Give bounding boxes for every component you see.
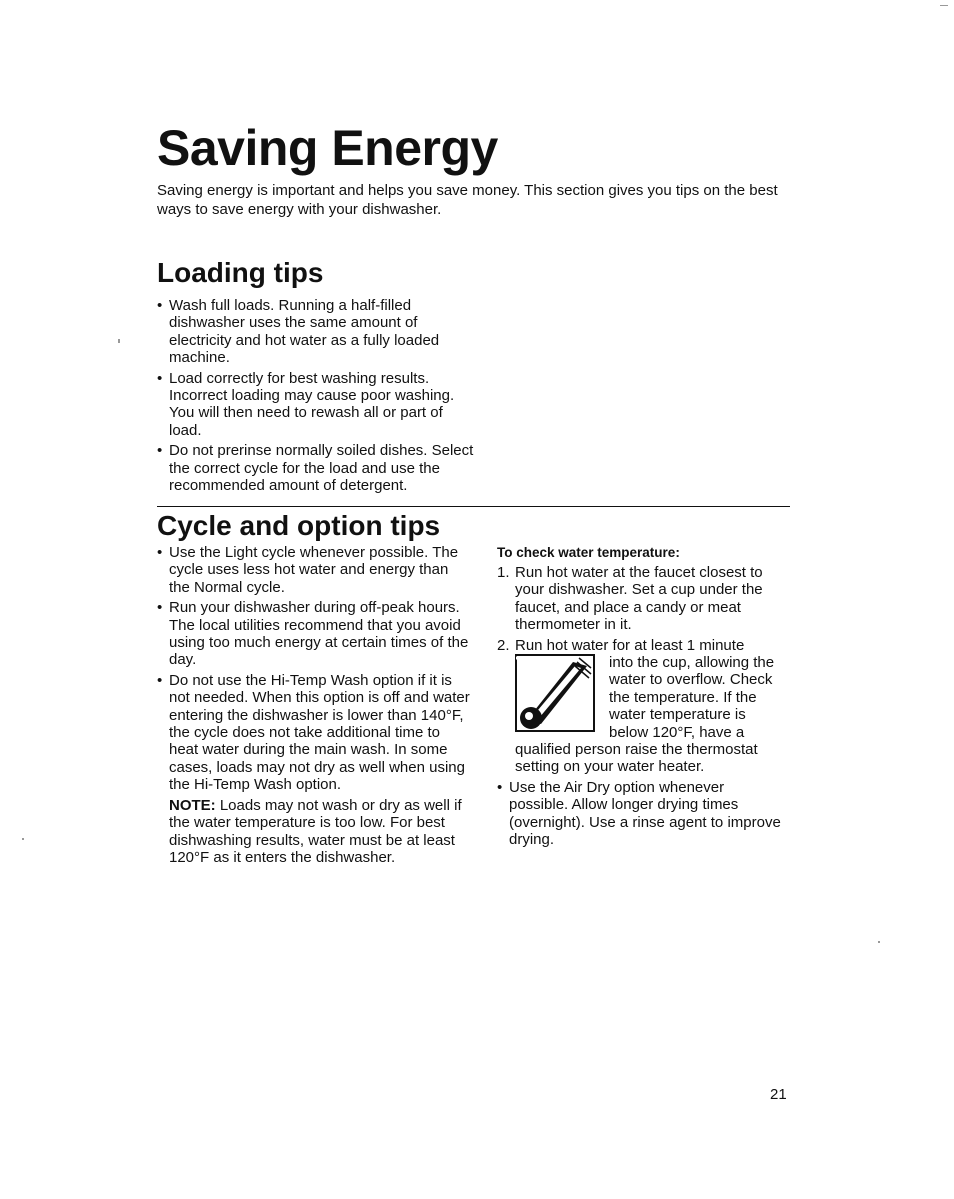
- list-item-text: Do not use the Hi-Temp Wash option if it is not needed. When this option is off and water entering the dishwasher is lower than 140°F, the cycle does not take additional time to heat water during the main wash. In some cases, loads may not dry as well when using the Hi-Temp Wash option.: [169, 671, 470, 794]
- note-paragraph: [169, 797, 472, 867]
- page-title: Saving Energy: [157, 120, 498, 176]
- list-item-text: Load correctly for best washing results. Incorrect loading may cause poor washing. You will then need to rewash all or part of load.: [169, 369, 455, 439]
- list-item-text: Do not prerinse normally soiled dishes. Select the correct cycle for the load and use the recommended amount of detergent.: [169, 442, 474, 495]
- temperature-column: [497, 544, 782, 849]
- list-item: [157, 297, 477, 367]
- bullet-icon: •: [157, 671, 163, 689]
- list-item: [157, 370, 477, 440]
- list-item: [497, 779, 782, 849]
- step-number: 2.: [497, 636, 510, 654]
- bullet-icon: •: [157, 442, 163, 460]
- bullet-icon: •: [157, 599, 163, 617]
- scan-mark: [22, 838, 24, 840]
- bullet-icon: •: [497, 778, 503, 796]
- step-text-lead: Run hot water for at least 1 minute: [515, 636, 745, 654]
- thermometer-icon: [515, 654, 595, 732]
- page-number: 21: [770, 1086, 787, 1103]
- list-item-text: Wash full loads. Running a half-filled dishwasher uses the same amount of electricity and hot water as a fully loaded machine.: [169, 297, 440, 367]
- section-divider: [157, 506, 790, 507]
- loading-tips-heading: Loading tips: [157, 257, 324, 288]
- cycle-tips-list: [157, 544, 472, 869]
- scan-mark: [940, 5, 948, 6]
- step-text: into the cup, allowing the water to overflow. Check the temperature. If the water temperature is below 120°F, have a qualified person raise the thermostat setting on your water heater.: [515, 654, 775, 776]
- step-text: Run hot water at the faucet closest to your dishwasher. Set a cup under the faucet, and place a candy or meat thermometer in it.: [515, 564, 763, 634]
- loading-tips-list: [157, 297, 477, 497]
- list-item: [157, 672, 472, 866]
- note-text: Loads may not wash or dry as well if the water temperature is too low. For best dishwashing results, water must be at least 120°F as it enters the dishwasher.: [169, 796, 462, 866]
- check-temperature-heading: To check water temperature:: [497, 545, 680, 560]
- note-label: NOTE:: [169, 796, 216, 814]
- temperature-steps: [497, 564, 782, 776]
- bullet-icon: •: [157, 369, 163, 387]
- list-item-text: Use the Light cycle whenever possible. The cycle uses less hot water and energy than the Normal cycle.: [169, 544, 459, 596]
- list-item: [157, 599, 472, 669]
- bullet-icon: •: [157, 544, 163, 561]
- air-dry-list: [497, 779, 782, 849]
- scan-mark: [878, 941, 880, 943]
- bullet-icon: •: [157, 297, 163, 314]
- list-item-text: Use the Air Dry option whenever possible. Allow longer drying times (overnight). Use a rinse agent to improve drying.: [509, 778, 781, 849]
- list-item-text: Run your dishwasher during off-peak hours. The local utilities recommend that you avoid using too much energy at certain times of the day.: [169, 599, 469, 669]
- list-item: [157, 544, 472, 596]
- scan-mark: [118, 339, 120, 343]
- step-item: [497, 637, 782, 776]
- cycle-option-tips-heading: Cycle and option tips: [157, 510, 441, 541]
- step-number: 1.: [497, 564, 510, 581]
- intro-paragraph: Saving energy is important and helps you save money. This section gives you tips on the best ways to save energy with your dishwasher.: [157, 182, 778, 218]
- list-item: [157, 442, 477, 494]
- step-item: [497, 564, 782, 634]
